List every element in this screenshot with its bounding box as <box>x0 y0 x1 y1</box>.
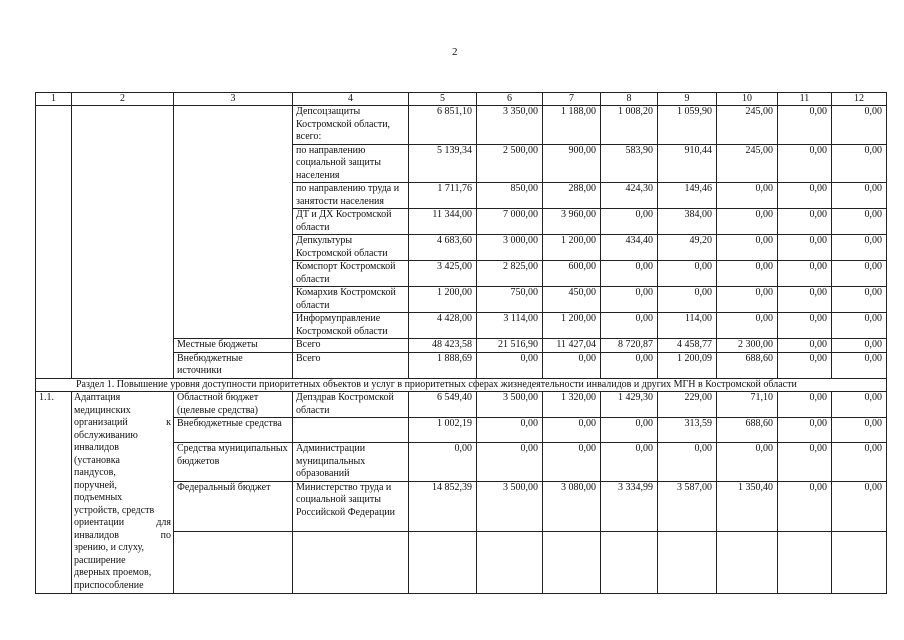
description-line: организаций к <box>74 417 171 428</box>
value-cell: 4 428,00 <box>409 313 477 339</box>
value-cell: 3 500,00 <box>477 481 543 531</box>
value-cell: 0,00 <box>832 106 887 145</box>
col-header: 7 <box>543 93 601 106</box>
description-line: медицинских <box>74 404 131 416</box>
value-cell: 0,00 <box>658 261 717 287</box>
description-line: поручней, <box>74 479 117 491</box>
value-cell: 750,00 <box>477 287 543 313</box>
value-cell: 0,00 <box>477 352 543 378</box>
value-cell: 8 720,87 <box>601 339 658 353</box>
source-cell: Местные бюджеты <box>174 339 293 353</box>
value-cell: 424,30 <box>601 183 658 209</box>
value-cell: 0,00 <box>832 443 887 482</box>
value-cell: 5 139,34 <box>409 144 477 183</box>
value-cell: 0,00 <box>601 209 658 235</box>
description-line: устройств, средств <box>74 504 155 516</box>
value-cell: 149,46 <box>658 183 717 209</box>
source-cell: Федеральный бюджет <box>174 481 293 531</box>
value-cell: 0,00 <box>601 261 658 287</box>
value-cell: 245,00 <box>717 106 778 145</box>
source-cell: Внебюджетные источники <box>174 352 293 378</box>
col-header: 5 <box>409 93 477 106</box>
table-row <box>36 392 887 418</box>
executor-cell: по направлению социальной защиты населения <box>293 144 409 183</box>
value-cell: 0,00 <box>832 418 887 443</box>
empty-cell <box>601 531 658 593</box>
value-cell: 1 059,90 <box>658 106 717 145</box>
source-cell: Внебюджетные средства <box>174 418 293 443</box>
empty-cell <box>174 106 293 339</box>
value-cell: 384,00 <box>658 209 717 235</box>
value-cell: 0,00 <box>832 392 887 418</box>
value-cell: 1 350,40 <box>717 481 778 531</box>
value-cell: 0,00 <box>832 235 887 261</box>
executor-cell: ДТ и ДХ Костромской области <box>293 209 409 235</box>
value-cell: 1 320,00 <box>543 392 601 418</box>
value-cell: 6 851,10 <box>409 106 477 145</box>
value-cell: 850,00 <box>477 183 543 209</box>
value-cell: 4 458,77 <box>658 339 717 353</box>
item-number: 1.1. <box>36 392 72 594</box>
page-number: 2 <box>452 46 458 58</box>
value-cell: 0,00 <box>832 261 887 287</box>
value-cell: 0,00 <box>543 443 601 482</box>
executor-cell: Министерство труда и социальной защиты Российской Федерации <box>293 481 409 531</box>
value-cell: 245,00 <box>717 144 778 183</box>
value-cell: 0,00 <box>778 144 832 183</box>
value-cell: 0,00 <box>717 261 778 287</box>
value-cell: 910,44 <box>658 144 717 183</box>
value-cell: 900,00 <box>543 144 601 183</box>
col-header: 8 <box>601 93 658 106</box>
empty-cell <box>477 531 543 593</box>
description-line: пандусов, <box>74 467 116 478</box>
executor-cell: Комархив Костромской области <box>293 287 409 313</box>
value-cell: 0,00 <box>832 183 887 209</box>
value-cell: 11 344,00 <box>409 209 477 235</box>
value-cell: 0,00 <box>778 352 832 378</box>
value-cell: 0,00 <box>717 235 778 261</box>
empty-cell <box>174 531 293 593</box>
value-cell: 0,00 <box>778 392 832 418</box>
value-cell: 0,00 <box>409 443 477 482</box>
empty-cell <box>72 106 174 379</box>
empty-cell <box>409 531 477 593</box>
value-cell: 114,00 <box>658 313 717 339</box>
value-cell: 7 000,00 <box>477 209 543 235</box>
value-cell: 0,00 <box>832 339 887 353</box>
source-cell: Областной бюджет (целевые средства) <box>174 392 293 418</box>
col-header: 9 <box>658 93 717 106</box>
source-cell: Средства муниципальных бюджетов <box>174 443 293 482</box>
value-cell: 688,60 <box>717 352 778 378</box>
value-cell: 48 423,58 <box>409 339 477 353</box>
table-body <box>36 93 887 594</box>
col-header: 1 <box>36 93 72 106</box>
value-cell: 0,00 <box>543 352 601 378</box>
value-cell: 2 500,00 <box>477 144 543 183</box>
value-cell: 0,00 <box>778 481 832 531</box>
executor-cell: Всего <box>293 352 409 378</box>
empty-cell <box>658 531 717 593</box>
description-line: зрению, и слуху, <box>74 542 144 553</box>
value-cell: 2 300,00 <box>717 339 778 353</box>
value-cell: 1 200,00 <box>409 287 477 313</box>
value-cell: 0,00 <box>778 443 832 482</box>
value-cell: 1 200,00 <box>543 235 601 261</box>
value-cell: 0,00 <box>832 144 887 183</box>
col-header: 10 <box>717 93 778 106</box>
description-line: подъемных <box>74 492 123 503</box>
section-row <box>36 378 887 392</box>
value-cell: 0,00 <box>778 209 832 235</box>
header-row <box>36 93 887 106</box>
value-cell: 0,00 <box>601 352 658 378</box>
value-cell: 600,00 <box>543 261 601 287</box>
value-cell: 450,00 <box>543 287 601 313</box>
value-cell: 1 200,00 <box>543 313 601 339</box>
value-cell: 3 960,00 <box>543 209 601 235</box>
value-cell: 0,00 <box>832 313 887 339</box>
empty-cell <box>832 531 887 593</box>
value-cell: 229,00 <box>658 392 717 418</box>
value-cell: 0,00 <box>778 183 832 209</box>
value-cell: 6 549,40 <box>409 392 477 418</box>
value-cell: 3 500,00 <box>477 392 543 418</box>
value-cell: 3 000,00 <box>477 235 543 261</box>
value-cell: 0,00 <box>601 418 658 443</box>
value-cell: 3 334,99 <box>601 481 658 531</box>
description-line: инвалидов по <box>74 529 171 541</box>
value-cell: 0,00 <box>717 209 778 235</box>
executor-cell <box>293 418 409 443</box>
value-cell: 0,00 <box>601 313 658 339</box>
value-cell: 0,00 <box>832 352 887 378</box>
value-cell: 1 429,30 <box>601 392 658 418</box>
value-cell: 688,60 <box>717 418 778 443</box>
value-cell: 0,00 <box>717 443 778 482</box>
empty-cell <box>293 531 409 593</box>
description-line: (установка <box>74 454 120 466</box>
executor-cell: по направлению труда и занятости населения <box>293 183 409 209</box>
value-cell: 3 425,00 <box>409 261 477 287</box>
value-cell: 3 350,00 <box>477 106 543 145</box>
value-cell: 1 711,76 <box>409 183 477 209</box>
section-title: Раздел 1. Повышение уровня доступности приоритетных объектов и услуг в приоритетных сферах жизнедеятельности инвалидов и других МГН в Костромской области <box>36 378 887 392</box>
col-header: 12 <box>832 93 887 106</box>
empty-cell <box>543 531 601 593</box>
value-cell: 0,00 <box>717 183 778 209</box>
value-cell: 0,00 <box>778 235 832 261</box>
value-cell: 71,10 <box>717 392 778 418</box>
executor-cell: Депкультуры Костромской области <box>293 235 409 261</box>
value-cell: 0,00 <box>601 443 658 482</box>
value-cell: 3 114,00 <box>477 313 543 339</box>
col-header: 3 <box>174 93 293 106</box>
value-cell: 0,00 <box>778 313 832 339</box>
executor-cell: Информуправление Костромской области <box>293 313 409 339</box>
col-header: 2 <box>72 93 174 106</box>
executor-cell: Депсоцзащиты Костромской области, всего: <box>293 106 409 145</box>
value-cell: 583,90 <box>601 144 658 183</box>
description-line: дверных проемов, <box>74 567 152 578</box>
value-cell: 0,00 <box>778 106 832 145</box>
value-cell: 3 587,00 <box>658 481 717 531</box>
value-cell: 0,00 <box>717 287 778 313</box>
value-cell: 1 002,19 <box>409 418 477 443</box>
value-cell: 0,00 <box>778 261 832 287</box>
value-cell: 0,00 <box>658 287 717 313</box>
executor-cell: Всего <box>293 339 409 353</box>
value-cell: 3 080,00 <box>543 481 601 531</box>
value-cell: 0,00 <box>658 443 717 482</box>
value-cell: 0,00 <box>832 287 887 313</box>
description-line: инвалидов <box>74 442 119 453</box>
col-header: 6 <box>477 93 543 106</box>
empty-cell <box>717 531 778 593</box>
executor-cell: Комспорт Костромской области <box>293 261 409 287</box>
description-line: обслуживанию <box>74 429 138 441</box>
value-cell: 0,00 <box>717 313 778 339</box>
value-cell: 434,40 <box>601 235 658 261</box>
value-cell: 21 516,90 <box>477 339 543 353</box>
value-cell: 14 852,39 <box>409 481 477 531</box>
description-line: расширение <box>74 554 126 566</box>
value-cell: 0,00 <box>778 418 832 443</box>
value-cell: 0,00 <box>778 339 832 353</box>
value-cell: 313,59 <box>658 418 717 443</box>
col-header: 4 <box>293 93 409 106</box>
col-header: 11 <box>778 93 832 106</box>
item-description <box>72 392 174 594</box>
description-line: ориентации для <box>74 517 171 528</box>
empty-cell <box>36 106 72 379</box>
value-cell: 49,20 <box>658 235 717 261</box>
description-line: Адаптация <box>74 392 121 403</box>
value-cell: 288,00 <box>543 183 601 209</box>
value-cell: 1 888,69 <box>409 352 477 378</box>
description-line: приспособление <box>74 579 144 591</box>
value-cell: 2 825,00 <box>477 261 543 287</box>
value-cell: 1 188,00 <box>543 106 601 145</box>
table-row <box>36 106 887 145</box>
value-cell: 1 200,09 <box>658 352 717 378</box>
value-cell: 11 427,04 <box>543 339 601 353</box>
value-cell: 1 008,20 <box>601 106 658 145</box>
value-cell: 0,00 <box>477 418 543 443</box>
executor-cell: Администрации муниципальных образований <box>293 443 409 482</box>
value-cell: 0,00 <box>477 443 543 482</box>
value-cell: 0,00 <box>543 418 601 443</box>
empty-cell <box>778 531 832 593</box>
value-cell: 4 683,60 <box>409 235 477 261</box>
executor-cell: Депздрав Костромской области <box>293 392 409 418</box>
value-cell: 0,00 <box>832 209 887 235</box>
value-cell: 0,00 <box>778 287 832 313</box>
budget-table <box>35 92 887 594</box>
value-cell: 0,00 <box>832 481 887 531</box>
value-cell: 0,00 <box>601 287 658 313</box>
